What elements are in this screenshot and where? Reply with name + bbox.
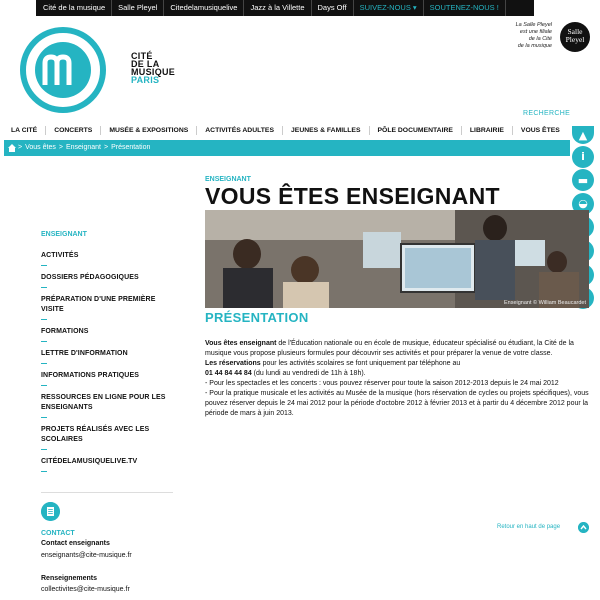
sidebar-divider	[41, 341, 47, 342]
breadcrumb-sep: >	[58, 144, 63, 151]
brand-line-2: DE LA	[131, 59, 160, 69]
sidebar-item-informations[interactable]: INFORMATIONS PRATIQUES	[41, 372, 139, 379]
salle-pleyel-logo[interactable]	[560, 22, 590, 52]
home-icon[interactable]	[8, 144, 16, 152]
nav-item-librairie[interactable]: LIBRAIRIE	[469, 126, 504, 134]
contact-info-label: Renseignements	[41, 575, 98, 582]
classroom-photo	[205, 210, 589, 308]
ticket-icon[interactable]: ▬	[572, 169, 594, 191]
sidebar-rule	[41, 492, 173, 493]
topbar-link-jazz[interactable]: Jazz à la Villette	[244, 0, 311, 16]
sidebar-divider	[41, 449, 47, 450]
paragraph-concerts: - Pour les spectacles et les concerts : vous pouvez réserver pour toute la saison 2012-2013 depuis le 24 mai 2012	[205, 380, 559, 387]
main-nav	[0, 121, 570, 139]
sidebar-divider	[41, 471, 47, 472]
hero-photo	[205, 210, 589, 308]
nav-divider	[282, 126, 283, 135]
nav-item-la-cite[interactable]: LA CITÉ	[11, 126, 38, 134]
brand-wordmark	[131, 52, 175, 84]
search-link[interactable]: RECHERCHE	[523, 110, 571, 117]
sidebar-divider	[41, 363, 47, 364]
contact-info-email[interactable]: collectivites@cite-musique.fr	[41, 586, 130, 593]
nav-divider	[45, 126, 46, 135]
nav-item-musee[interactable]: MUSÉE & EXPOSITIONS	[109, 126, 189, 134]
topbar-link-salle-pleyel[interactable]: Salle Pleyel	[112, 0, 164, 16]
brand-line-3: MUSIQUE	[131, 67, 176, 77]
sidebar-item-preparation[interactable]: PRÉPARATION D'UNE PREMIÈRE VISITE	[41, 296, 156, 313]
nav-item-jeunes-familles[interactable]: JEUNES & FAMILLES	[291, 126, 361, 134]
brand-line-4: PARIS	[131, 75, 160, 85]
arrow-up-icon[interactable]	[578, 522, 589, 533]
contact-teachers-email[interactable]: enseignants@cite-musique.fr	[41, 552, 132, 559]
topbar-link-days-off[interactable]: Days Off	[312, 0, 354, 16]
topbar-support-us[interactable]: SOUTENEZ-NOUS !	[424, 0, 506, 16]
paragraph-pratique: - Pour la pratique musicale et les activités au Musée de la musique (hors réservation de cycles ou projets spécifiques), vous pouvez réserver depuis le 24 mai 2012 pour la période d'octobre 2012 à février 2013 et à partir du 4 décembre 2012 pour la période de mars à juin 2013.	[205, 390, 589, 417]
paragraph-intro	[205, 339, 589, 359]
article-body	[205, 339, 589, 419]
breadcrumb-sep: >	[103, 144, 109, 151]
sidebar-divider	[41, 265, 47, 266]
sidebar-divider	[41, 385, 47, 386]
nav-divider	[100, 126, 101, 135]
nav-divider	[196, 126, 197, 135]
document-icon	[41, 502, 60, 521]
breadcrumb-vous-etes[interactable]: Vous êtes	[25, 144, 56, 151]
cite-logo[interactable]	[20, 27, 106, 113]
paragraph-reservations	[205, 359, 589, 369]
top-bar	[36, 0, 534, 16]
sidebar-item-lettre[interactable]: LETTRE D'INFORMATION	[41, 350, 128, 357]
contact-title: CONTACT	[41, 530, 75, 537]
sidebar-menu	[41, 251, 171, 479]
pleyel-note-line: de la Cité	[528, 36, 552, 42]
breadcrumb-sep: >	[18, 144, 23, 151]
nav-item-concerts[interactable]: CONCERTS	[54, 126, 93, 134]
pleyel-note-line: est une filiale	[519, 29, 552, 35]
sidebar-title[interactable]: ENSEIGNANT	[41, 231, 87, 238]
breadcrumb-enseignant[interactable]: Enseignant	[65, 144, 101, 151]
info-icon[interactable]: i	[572, 146, 594, 168]
reservations-bold: Les réservations	[205, 360, 261, 367]
nav-item-vous-etes[interactable]: VOUS ÊTES	[520, 126, 560, 134]
page-title: VOUS ÊTES ENSEIGNANT	[205, 183, 500, 209]
arrow-up-icon[interactable]: ▲	[572, 126, 594, 144]
sidebar-item-citedelamusiquelive[interactable]: CITÉDELAMUSIQUELIVE.TV	[41, 458, 138, 465]
reservations-text: pour les activités scolaires se font uniquement par téléphone au	[260, 360, 461, 367]
sidebar-item-projets[interactable]: PROJETS RÉALISÉS AVEC LES SCOLAIRES	[41, 426, 150, 443]
breadcrumb	[4, 140, 570, 156]
pleyel-logo-line: Salle	[567, 27, 583, 36]
nav-divider	[369, 126, 370, 135]
nav-divider	[512, 126, 513, 135]
sidebar-item-dossiers[interactable]: DOSSIERS PÉDAGOGIQUES	[41, 274, 139, 281]
brand-line-1: CITÉ	[131, 51, 153, 61]
paragraph-phone	[205, 369, 589, 379]
breadcrumb-presentation: Présentation	[111, 144, 151, 151]
pleyel-note-line: La Salle Pleyel	[515, 22, 552, 28]
phone-hours: (du lundi au vendredi de 11h à 18h).	[251, 370, 366, 377]
pleyel-note-line: de la musique	[517, 43, 552, 49]
back-to-top-link[interactable]: Retour en haut de page	[497, 524, 561, 530]
nav-divider	[461, 126, 462, 135]
intro-bold: Vous êtes enseignant	[205, 340, 277, 347]
sidebar-divider	[41, 319, 47, 320]
contact-teachers-label: Contact enseignants	[41, 540, 110, 547]
nav-item-pole-documentaire[interactable]: PÔLE DOCUMENTAIRE	[377, 126, 453, 134]
sidebar-item-formations[interactable]: FORMATIONS	[41, 328, 89, 335]
topbar-follow-us[interactable]: SUIVEZ-NOUS ▾	[354, 0, 424, 16]
section-title: PRÉSENTATION	[205, 310, 309, 325]
topbar-link-cite[interactable]: Cité de la musique	[36, 0, 112, 16]
sidebar-divider	[41, 287, 47, 288]
basket-icon[interactable]: ◒	[572, 193, 594, 215]
photo-credit: Enseignant © William Beaucardet	[503, 300, 586, 306]
pleyel-note	[500, 22, 552, 50]
sidebar-item-ressources[interactable]: RESSOURCES EN LIGNE POUR LES ENSEIGNANTS	[41, 394, 166, 411]
intro-text: de l'Éducation nationale ou en école de musique, éducateur spécialisé ou étudiant, la Cité de la musique vous propose plusieurs formules pour découvrir ses activités et pour préparer la venue de votre classe.	[205, 340, 574, 357]
phone-number: 01 44 84 44 84	[205, 370, 252, 377]
nav-item-activites-adultes[interactable]: ACTIVITÉS ADULTES	[205, 126, 274, 134]
pleyel-logo-line: Pleyel	[565, 35, 585, 44]
topbar-link-citedelamusiquelive[interactable]: Citedelamusiquelive	[164, 0, 244, 16]
sidebar-item-activites[interactable]: ACTIVITÉS	[41, 252, 79, 259]
sidebar-divider	[41, 417, 47, 418]
section-eyebrow: ENSEIGNANT	[205, 176, 251, 183]
